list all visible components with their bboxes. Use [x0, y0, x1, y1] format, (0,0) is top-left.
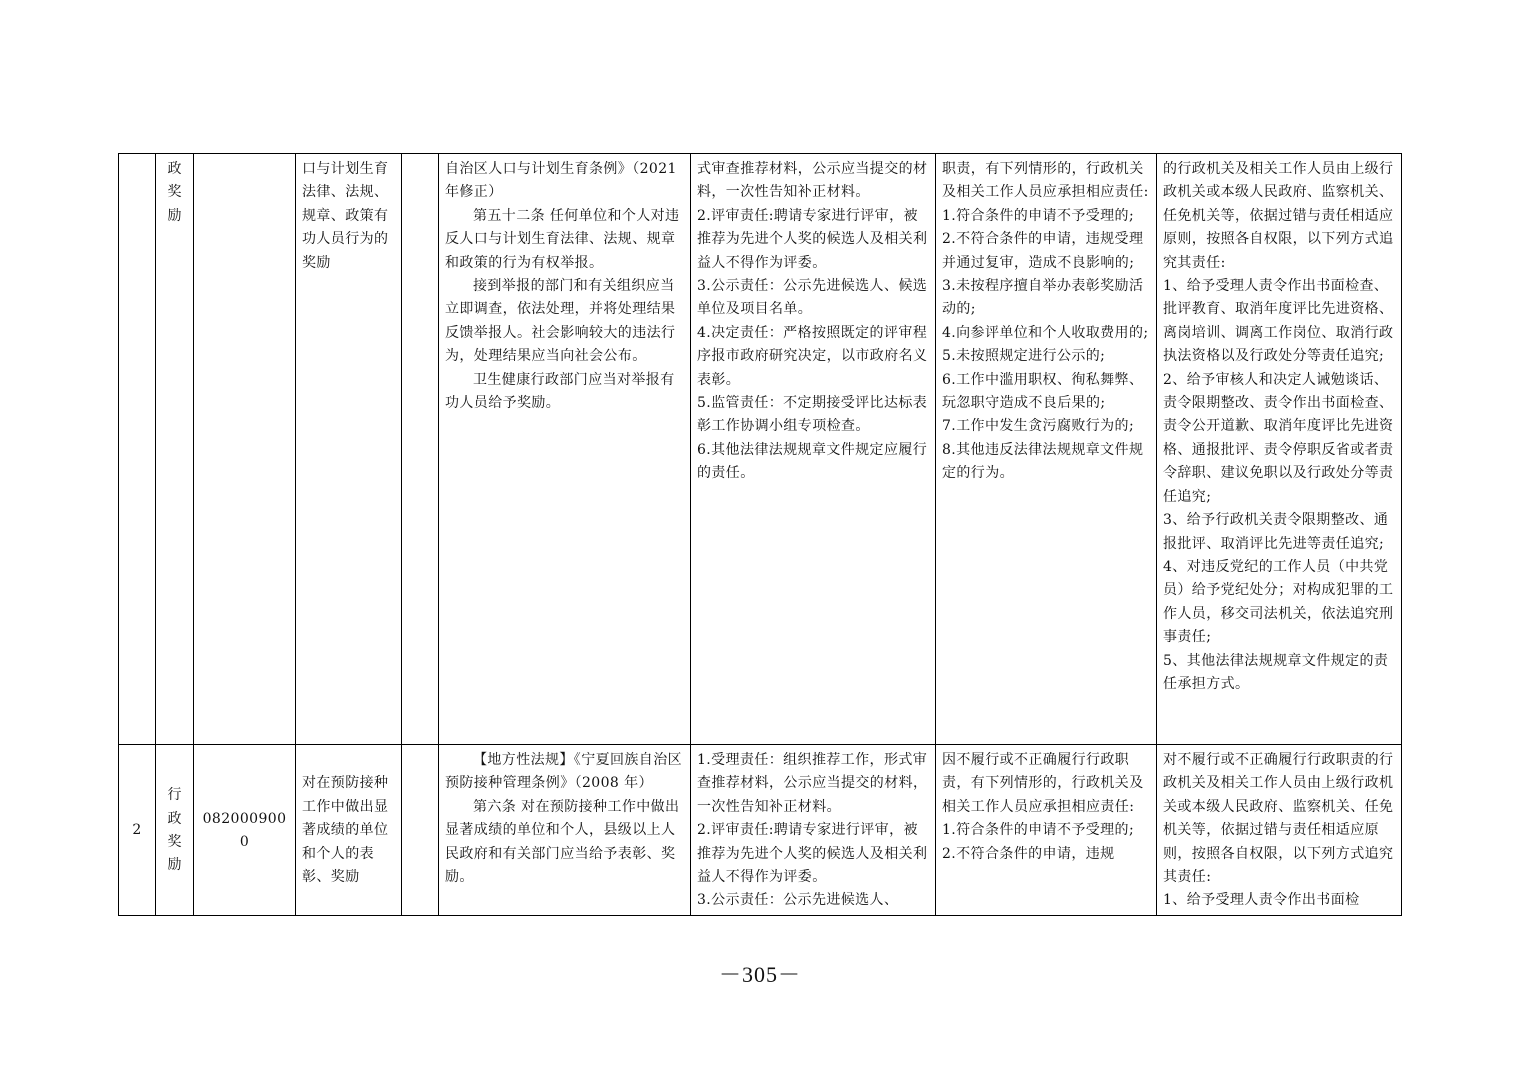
- accountability-item: 1、给予受理人责令作出书面检查、批评教育、取消年度评比先进资格、离岗培训、调离工作岗位、取消行政执法资格以及行政处分等责任追究;: [1163, 278, 1394, 365]
- cell-no: 2: [119, 745, 156, 916]
- liability-item: 6.工作中滥用职权、徇私舞弊、玩忽职守造成不良后果的;: [942, 371, 1144, 412]
- duty-item: 1.受理责任：组织推荐工作，形式审查推荐材料，公示应当提交的材料，一次性告知补正材料。: [697, 752, 928, 815]
- basis-para: 卫生健康行政部门应当对举报有功人员给予奖励。: [445, 371, 675, 412]
- liability-item: 7.工作中发生贪污腐败行为的;: [942, 418, 1135, 435]
- duty-item: 6.其他法律法规规章文件规定应履行的责任。: [697, 441, 928, 482]
- liability-item: 2.不符合条件的申请，违规: [942, 845, 1115, 862]
- type-text: 政奖励: [167, 161, 182, 224]
- accountability-item: 3、给予行政机关责令限期整改、通报批评、取消评比先进等责任追究;: [1163, 512, 1389, 552]
- basis-para: 第六条 对在预防接种工作中做出显著成绩的单位和个人，县级以上人民政府和有关部门应当给予表彰、奖励。: [445, 798, 680, 886]
- type-text: 行政奖励: [167, 787, 182, 874]
- liability-item: 8.其他违反法律法规规章文件规定的行为。: [942, 441, 1144, 482]
- cell-code: [194, 154, 296, 745]
- cell-type: [156, 745, 194, 916]
- cell-liability: [936, 745, 1157, 916]
- accountability-item: 的行政机关及相关工作人员由上级行政机关或本级人民政府、监察机关、任免机关等，依据过错与责任相适应原则，按照各自权限，以下列方式追究其责任:: [1163, 161, 1394, 271]
- liability-item: 2.不符合条件的申请，违规受理并通过复审，造成不良影响的;: [942, 231, 1144, 271]
- duty-item: 3.公示责任：公示先进候选人、: [697, 892, 899, 909]
- basis-para: 自治区人口与计划生育条例》（2021 年修正）: [445, 161, 677, 201]
- table-row: [119, 745, 1402, 916]
- cell-item-name: 对在预防接种工作中做出显著成绩的单位和个人的表彰、奖励: [296, 745, 402, 916]
- cell-extra: [402, 745, 439, 916]
- duty-item: 2.评审责任:聘请专家进行评审，被推荐为先进个人奖的候选人及相关利益人不得作为评委。: [697, 822, 928, 886]
- accountability-item: 对不履行或不正确履行行政职责的行政机关及相关工作人员由上级行政机关或本级人民政府、监察机关、任免机关等，依据过错与责任相适应原则，按照各自权限，以下列方式追究其责任:: [1163, 752, 1394, 886]
- table-row: [119, 154, 1402, 745]
- cell-basis: [439, 154, 691, 745]
- cell-duties: [691, 745, 936, 916]
- liability-item: 职责，有下列情形的，行政机关及相关工作人员应承担相应责任:: [942, 161, 1149, 201]
- accountability-item: 2、给予审核人和决定人诫勉谈话、责令限期整改、责令作出书面检查、责令公开道歉、取消年度评比先进资格、通报批评、责令停职反省或者责令辞职、建议免职以及行政处分等责任追究;: [1163, 371, 1394, 505]
- accountability-item: 1、给予受理人责令作出书面检: [1163, 892, 1360, 909]
- liability-item: 4.向参评单位和个人收取费用的;: [942, 324, 1149, 341]
- liability-item: 5.未按照规定进行公示的;: [942, 348, 1106, 365]
- duty-item: 5.监管责任：不定期接受评比达标表彰工作协调小组专项检查。: [697, 395, 928, 435]
- cell-extra: [402, 154, 439, 745]
- liability-item: 3.未按程序擅自举办表彰奖励活动的;: [942, 278, 1144, 318]
- duty-item: 2.评审责任:聘请专家进行评审，被推荐为先进个人奖的候选人及相关利益人不得作为评委。: [697, 207, 928, 271]
- duty-item: 式审查推荐材料，公示应当提交的材料，一次性告知补正材料。: [697, 161, 928, 201]
- cell-duties: [691, 154, 936, 745]
- cell-code: 0820009000: [194, 745, 296, 916]
- liability-item: 1.符合条件的申请不予受理的;: [942, 207, 1135, 224]
- cell-liability: [936, 154, 1157, 745]
- liability-item: 1.符合条件的申请不予受理的;: [942, 822, 1135, 839]
- basis-para: 【地方性法规】《宁夏回族自治区预防接种管理条例》（2008 年）: [445, 752, 682, 792]
- basis-para: 第五十二条 任何单位和个人对违反人口与计划生育法律、法规、规章和政策的行为有权举报。: [445, 207, 680, 271]
- page-number: －305－: [718, 962, 801, 987]
- cell-accountability: [1157, 154, 1402, 745]
- liability-item: 因不履行或不正确履行行政职责，有下列情形的，行政机关及相关工作人员应承担相应责任:: [942, 752, 1144, 815]
- cell-no: [119, 154, 156, 745]
- cell-basis: [439, 745, 691, 916]
- duty-item: 4.决定责任：严格按照既定的评审程序报市政府研究决定，以市政府名义表彰。: [697, 324, 928, 388]
- basis-para: 接到举报的部门和有关组织应当立即调查，依法处理，并将处理结果反馈举报人。社会影响较大的违法行为，处理结果应当向社会公布。: [445, 278, 676, 365]
- accountability-item: 4、对违反党纪的工作人员（中共党员）给予党纪处分；对构成犯罪的工作人员，移交司法机关，依法追究刑事责任;: [1163, 558, 1394, 646]
- cell-item-name: 口与计划生育法律、法规、规章、政策有功人员行为的奖励: [296, 154, 402, 745]
- accountability-item: 5、其他法律法规规章文件规定的责任承担方式。: [1163, 652, 1389, 692]
- cell-accountability: [1157, 745, 1402, 916]
- power-list-table: [118, 153, 1402, 916]
- duty-item: 3.公示责任：公示先进候选人、候选单位及项目名单。: [697, 278, 928, 318]
- cell-type: [156, 154, 194, 745]
